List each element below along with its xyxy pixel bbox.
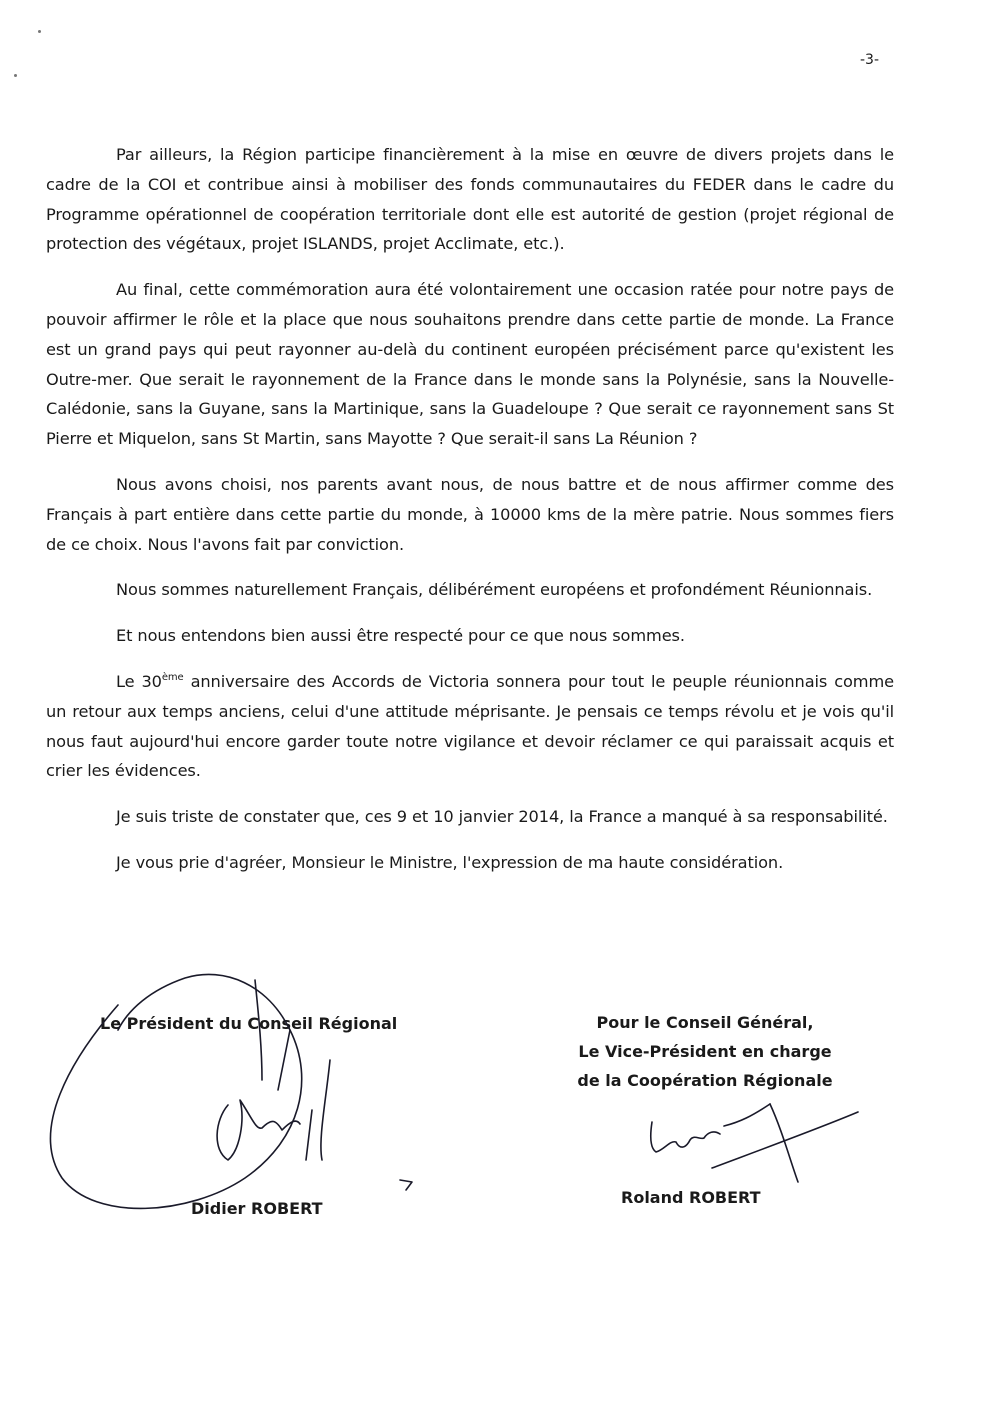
page-number: -3- xyxy=(860,52,880,68)
paragraph-coi-funding: Par ailleurs, la Région participe financièrement à la mise en œuvre de divers projets dans le cadre de la COI et contribue ainsi à mobiliser des fonds communautaires du FEDER dans le cadre du Programme opérationnel de coopération territoriale dont elle est autorité de gestion (projet régional de protection des végétaux, projet ISLANDS, projet Acclimate, etc.). xyxy=(46,145,894,254)
right-signatory-name: Roland ROBERT xyxy=(621,1188,761,1207)
paragraph-sadness: Je suis triste de constater que, ces 9 et 10 janvier 2014, la France a manqué à sa responsabilité. xyxy=(116,807,888,827)
left-signatory-name: Didier ROBERT xyxy=(191,1199,323,1218)
paragraph-salutation: Je vous prie d'agréer, Monsieur le Ministre, l'expression de ma haute considération. xyxy=(116,852,784,872)
right-title-line-2: Le Vice-Président en charge xyxy=(578,1042,832,1061)
anniversary-prefix: Le 30 xyxy=(116,671,162,691)
left-signatory-title: Le Président du Conseil Régional xyxy=(100,1014,398,1033)
paragraph-commemoration: Au final, cette commémoration aura été volontairement une occasion ratée pour notre pays de pouvoir affirmer le rôle et la place que nous souhaitons prendre dans cette partie de monde. La France est un grand pays qui peut rayonner au-delà du continent européen précisément parce qu'existent les Outre-mer. Que serait le rayonnement de la France dans le monde sans la Polynésie, sans la Nouvelle-Calédonie, sans la Guyane, sans la Martinique, sans la Guadeloupe ? Que serait ce rayonnement sans St Pierre et Miquelon, sans St Martin, sans Mayotte ? Que serait-il sans La Réunion ? xyxy=(46,280,894,449)
paragraph-identity: Nous sommes naturellement Français, délibérément européens et profondément Réunionnais. xyxy=(116,580,873,600)
anniversary-text: anniversaire des Accords de Victoria sonnera pour tout le peuple réunionnais comme un retour aux temps anciens, celui d'une attitude méprisante. Je pensais ce temps révolu et je vois qu'il nous faut aujourd'hui encore garder toute notre vigilance et devoir réclamer ce qui paraissait acquis et crier les évidences. xyxy=(46,671,894,781)
paragraph-choice: Nous avons choisi, nos parents avant nous, de nous battre et de nous affirmer comme des Français à part entière dans cette partie du monde, à 10000 kms de la mère patrie. Nous sommes fiers de ce choix. Nous l'avons fait par conviction. xyxy=(46,474,894,554)
anniversary-superscript: ème xyxy=(161,671,184,683)
right-title-line-1: Pour le Conseil Général, xyxy=(596,1013,814,1032)
paragraph-respect: Et nous entendons bien aussi être respecté pour ce que nous sommes. xyxy=(116,626,685,646)
right-title-line-3: de la Coopération Régionale xyxy=(577,1071,833,1090)
